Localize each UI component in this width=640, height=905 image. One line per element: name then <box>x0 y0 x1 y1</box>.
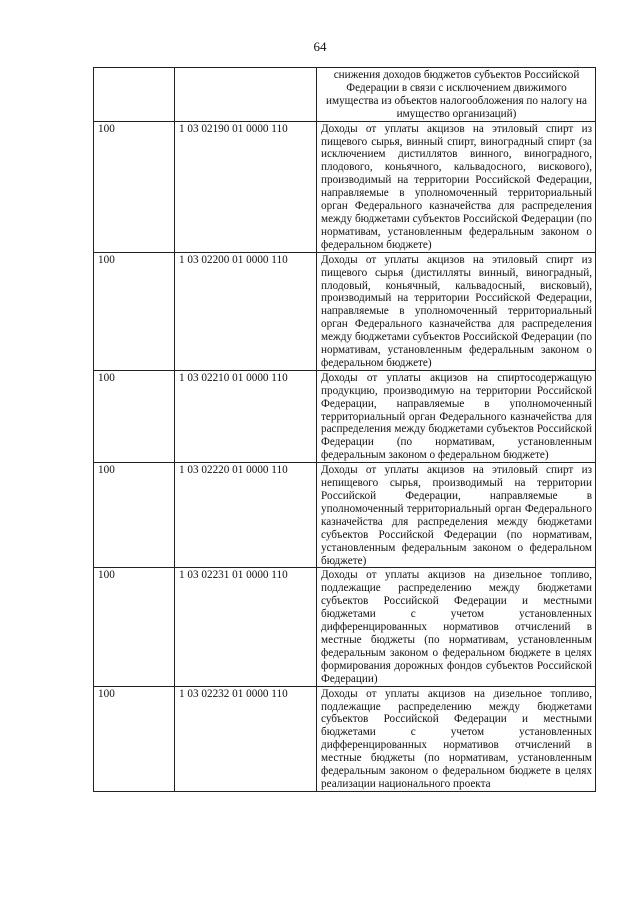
admin-code-cell: 100 <box>94 568 175 686</box>
table-row <box>94 568 596 686</box>
table-row <box>94 463 596 568</box>
revenue-description-cell: Доходы от уплаты акцизов на дизельное топливо, подлежащие распределению между бюджетами субъектов Российской Федерации и местными бюджетами с учетом установленных дифференцированных нормативов отчислений в местные бюджеты (по нормативам, установленным федеральным законом о федеральном бюджете в целях реализации национального проекта <box>317 686 596 791</box>
admin-code-cell: 100 <box>94 463 175 568</box>
revenue-description-cell: Доходы от уплаты акцизов на этиловый спирт из пищевого сырья, винный спирт, виноградный спирт (за исключением дистиллятов винного, виноградного, плодового, коньячного, кальвадосного, вискового), производимый на территории Российской Федерации, направляемые в уполномоченный территориальный орган Федерального казначейства для распределения между бюджетами субъектов Российской Федерации (по нормативам, установленным федеральным законом о федеральном бюджете) <box>317 121 596 252</box>
table-row <box>94 370 596 462</box>
revenue-code-cell: 1 03 02210 01 0000 110 <box>175 370 317 462</box>
table-row <box>94 121 596 252</box>
admin-code-cell: 100 <box>94 121 175 252</box>
revenue-code-cell: 1 03 02200 01 0000 110 <box>175 252 317 370</box>
revenue-code-cell: 1 03 02190 01 0000 110 <box>175 121 317 252</box>
admin-code-cell <box>94 68 175 122</box>
revenue-description-cell: Доходы от уплаты акцизов на спиртосодержащую продукцию, производимую на территории Российской Федерации, направляемые в уполномоченный территориальный орган Федерального казначейства для распределения между бюджетами субъектов Российской Федерации (по нормативам, установленным федеральным законом о федеральном бюджете) <box>317 370 596 462</box>
table-row <box>94 686 596 791</box>
admin-code-cell: 100 <box>94 686 175 791</box>
revenue-classification-table <box>93 67 596 792</box>
revenue-code-cell: 1 03 02220 01 0000 110 <box>175 463 317 568</box>
revenue-code-cell: 1 03 02232 01 0000 110 <box>175 686 317 791</box>
revenue-code-cell: 1 03 02231 01 0000 110 <box>175 568 317 686</box>
revenue-code-cell <box>175 68 317 122</box>
table-row <box>94 252 596 370</box>
page-number: 64 <box>313 39 327 54</box>
revenue-description-cell: Доходы от уплаты акцизов на этиловый спирт из пищевого сырья (дистилляты винный, виноградный, плодовый, коньячный, кальвадосный, висковый), производимый на территории Российской Федерации, направляемые в уполномоченный территориальный орган Федерального казначейства для распределения между бюджетами субъектов Российской Федерации (по нормативам, установленным федеральным законом о федеральном бюджете) <box>317 252 596 370</box>
revenue-description-cell: Доходы от уплаты акцизов на этиловый спирт из непищевого сырья, производимый на территории Российской Федерации, направляемые в уполномоченный территориальный орган Федерального казначейства для распределения между бюджетами субъектов Российской Федерации (по нормативам, установленным федеральным законом о федеральном бюджете) <box>317 463 596 568</box>
admin-code-cell: 100 <box>94 370 175 462</box>
table-row <box>94 68 596 122</box>
admin-code-cell: 100 <box>94 252 175 370</box>
revenue-description-cell: Доходы от уплаты акцизов на дизельное топливо, подлежащие распределению между бюджетами субъектов Российской Федерации и местными бюджетами с учетом установленных дифференцированных нормативов отчислений в местные бюджеты (по нормативам, установленным федеральным законом о федеральном бюджете в целях формирования дорожных фондов субъектов Российской Федерации) <box>317 568 596 686</box>
revenue-description-cell: снижения доходов бюджетов субъектов Российской Федерации в связи с исключением движимого имущества из объектов налогообложения по налогу на имущество организаций) <box>317 68 596 122</box>
